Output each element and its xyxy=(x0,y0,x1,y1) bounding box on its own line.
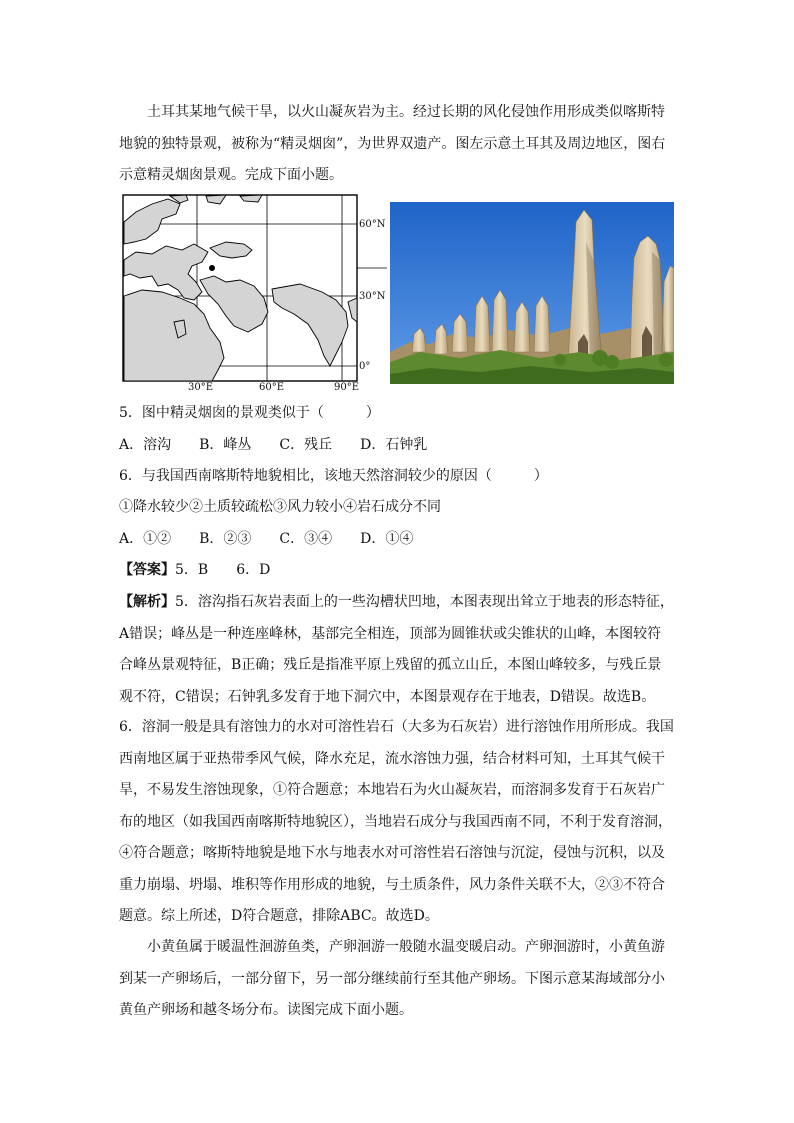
lon-label-90e: 90°E xyxy=(334,382,360,390)
intro-passage: 土耳其某地气候干旱，以火山凝灰岩为主。经过长期的风化侵蚀作用形成类似喀斯特地貌的独特景观，被称为“精灵烟囱”，为世界双遗产。图左示意土耳其及周边地区，图右示意精灵烟囱景观。完成下面小题。 xyxy=(119,104,666,183)
question-5-stem: 5．图中精灵烟囱的景观类似于（ ） xyxy=(119,405,380,421)
fairy-chimney-photo xyxy=(390,202,674,384)
analysis-label: 【解析】 xyxy=(119,594,175,610)
answer-text: 5．B 6．D xyxy=(175,562,271,578)
question-5-options: A．溶沟 B．峰丛 C．残丘 D．石钟乳 xyxy=(119,437,428,453)
lat-label-30n: 30°N xyxy=(359,291,386,302)
lat-label-60n: 60°N xyxy=(359,219,386,230)
answer-line xyxy=(119,560,270,580)
analysis-q5-text: 5．溶沟指石灰岩表面上的一些沟槽状凹地，本图表现出耸立于地表的形态特征，A错误；峰丛是一种连座峰林，基部完全相连，顶部为圆锥状或尖锥状的山峰，本图较符合峰丛景观特征，B正确；残丘是指准平原上残留的孤立山丘，本图山峰较多，与残丘景观不符，C错误；石钟乳多发育于地下洞穴中，本图景观存在于地表，D错误。故选B。 xyxy=(119,594,674,705)
lon-label-30e: 30°E xyxy=(188,382,214,390)
second-passage: 小黄鱼属于暖温性洄游鱼类，产卵洄游一般随水温变暖启动。产卵洄游时，小黄鱼游到某一产卵场后，一部分留下，另一部分继续前行至其他产卵场。下图示意某海域部分小黄鱼产卵场和越冬场分布。读图完成下面小题。 xyxy=(119,939,665,1018)
analysis-q6: 6．溶洞一般是具有溶蚀力的水对可溶性岩石（大多为石灰岩）进行溶蚀作用所形成。我国西南地区属于亚热带季风气候，降水充足，流水溶蚀力强，结合材料可知，土耳其气候干旱，不易发生溶蚀现象，①符合题意；本地岩石为火山凝灰岩，而溶洞多发育于石灰岩广布的地区（如我国西南喀斯特地貌区），当地岩石成分与我国西南不同，不利于发育溶洞，④符合题意；喀斯特地貌是地下水与地表水对可溶性岩石溶蚀与沉淀，侵蚀与沉积，以及重力崩塌、坍塌、堆积等作用形成的地貌，与土质条件，风力条件关联不大，②③不符合题意。综上所述，D符合题意，排除ABC。故选D。 xyxy=(119,719,674,924)
lon-label-60e: 60°E xyxy=(259,382,285,390)
turkey-location-marker xyxy=(209,265,215,271)
analysis-q5 xyxy=(119,587,675,713)
answer-label: 【答案】 xyxy=(119,562,175,578)
question-6-options: A．①② B．②③ C．③④ D．①④ xyxy=(119,531,414,547)
figure xyxy=(122,194,674,390)
question-6-stem: 6．与我国西南喀斯特地貌相比，该地天然溶洞较少的原因（ ） xyxy=(119,468,548,484)
turkey-location-map xyxy=(122,194,387,390)
question-6-items: ①降水较少②土质较疏松③风力较小④岩石成分不同 xyxy=(119,499,441,515)
lat-label-0: 0° xyxy=(359,361,371,372)
